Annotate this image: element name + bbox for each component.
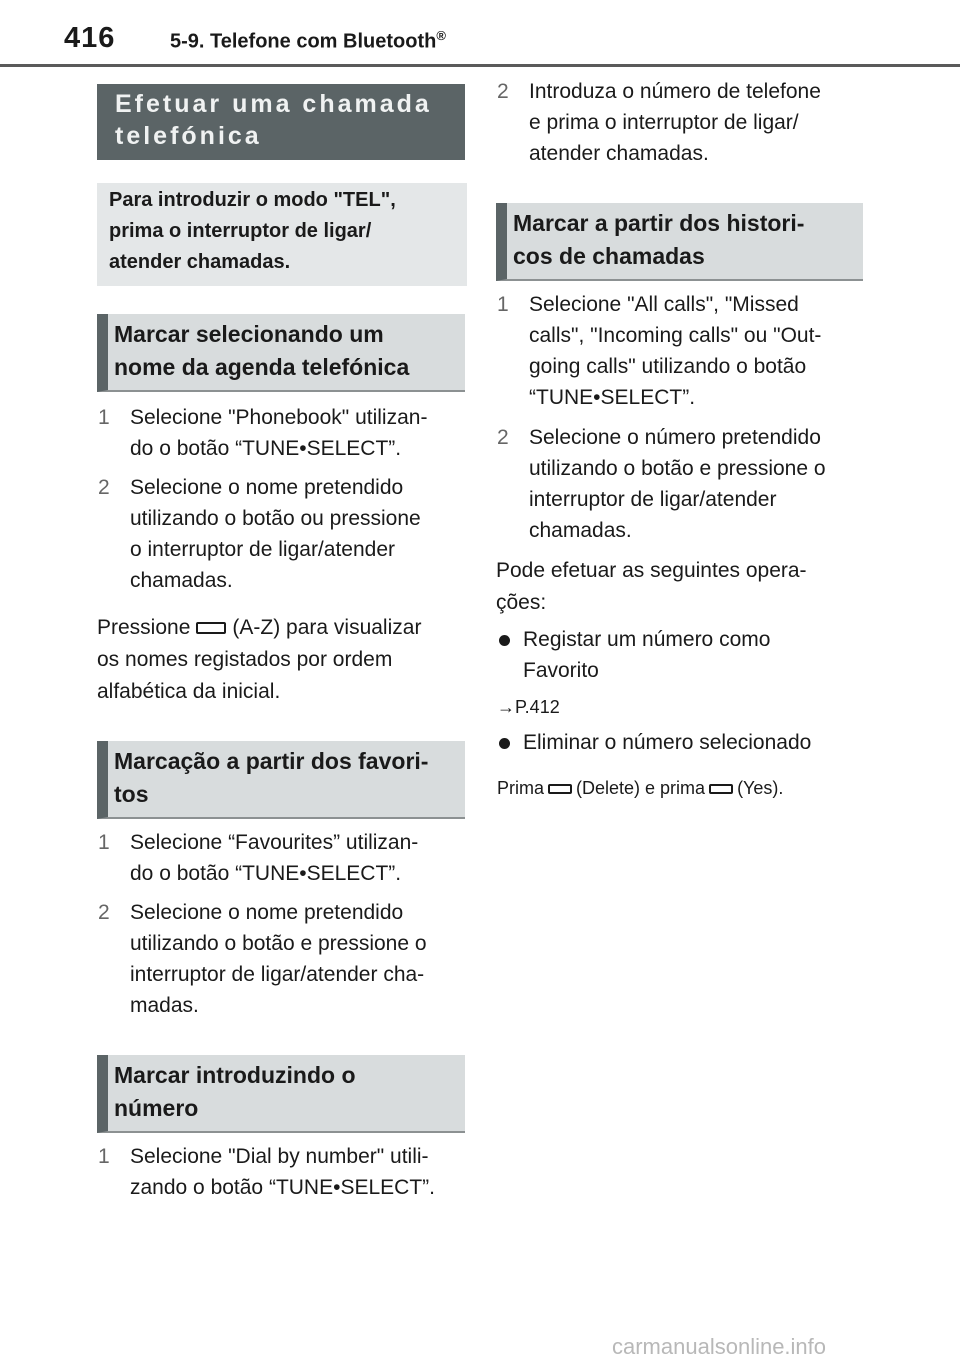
favourites-heading-line: Marcação a partir dos favori- [114,748,429,774]
intro-line: Para introduzir o modo "TEL", [109,189,396,211]
step-number: 2 [497,80,509,103]
favourites-heading-line: tos [114,781,149,807]
main-heading-line: Efetuar uma chamada [115,90,432,118]
step-line: do o botão “TUNE•SELECT”. [130,437,402,460]
step-line: Selecione "Phonebook" utilizan- [130,406,428,429]
dial-heading-line: Marcar introduzindo o [114,1062,356,1088]
phonebook-heading [97,314,465,392]
step-line: Introduza o número de telefone [529,80,821,103]
step-line: e prima o interruptor de ligar/ [529,111,799,134]
history-step-1 [497,289,863,413]
history-step-2 [497,422,863,546]
delete-note-text: (Yes). [737,778,784,798]
intro-line: prima o interruptor de ligar/ [109,220,372,242]
bullet-register-favourite [496,624,863,686]
note-first-line [97,612,465,644]
step-number: 1 [98,406,110,429]
step-line: Selecione "All calls", "Missed [529,293,799,316]
note-text: (A-Z) para visualizar [232,616,422,639]
header-rule [0,64,960,67]
favourites-step-2 [98,897,466,1021]
registered-mark: ® [436,28,446,43]
step-line: zando o botão “TUNE•SELECT”. [130,1176,435,1199]
step-line: Selecione o nome pretendido [130,901,404,924]
button-icon [196,622,226,634]
page-header [0,0,960,66]
step-line: “TUNE•SELECT”. [529,386,696,409]
step-line: interruptor de ligar/atender cha- [130,963,425,986]
phonebook-heading-line: Marcar selecionando um [114,321,384,347]
note-line: alfabética da inicial. [97,680,281,703]
step-line: utilizando o botão e pressione o [130,932,427,955]
step-line: going calls" utilizando o botão [529,355,807,378]
phonebook-step-2 [98,472,466,596]
step-line: Selecione o nome pretendido [130,476,404,499]
dial-step-2 [497,76,863,169]
step-line: Selecione “Favourites” utilizan- [130,831,419,854]
phonebook-heading-line: nome da agenda telefónica [114,354,410,380]
step-line: Selecione o número pretendido [529,426,821,449]
main-heading [97,84,465,160]
note-line: os nomes registados por ordem [97,648,393,671]
step-line: atender chamadas. [529,142,709,165]
step-number: 2 [98,901,110,924]
main-heading-line: telefónica [115,122,262,150]
bullet-dot-icon [499,635,510,646]
step-line: o interruptor de ligar/atender [130,538,395,561]
button-icon [709,784,733,794]
step-number: 1 [98,1145,110,1168]
step-number: 1 [98,831,110,854]
section-title [170,28,446,54]
bullet-line: Favorito [523,659,599,682]
history-heading-line: Marcar a partir dos histori- [513,210,805,236]
phonebook-step-1 [98,402,466,464]
step-line: interruptor de ligar/atender [529,488,777,511]
step-number: 2 [497,426,509,449]
step-line: Selecione "Dial by number" utili- [130,1145,429,1168]
button-icon [548,784,572,794]
page-reference: →P.412 [497,697,560,717]
history-heading [496,203,863,281]
step-number: 2 [98,476,110,499]
bullet-line: Eliminar o número selecionado [523,731,812,754]
step-line: utilizando o botão e pressione o [529,457,826,480]
bullet-line: Registar um número como [523,628,771,651]
delete-note-text: Prima [497,778,545,798]
page-number: 416 [64,22,116,54]
step-line: chamadas. [130,569,233,592]
intro-line: atender chamadas. [109,251,291,273]
step-number: 1 [497,293,509,316]
step-line: calls", "Incoming calls" ou "Out- [529,324,822,347]
dial-number-heading [97,1055,465,1133]
favourites-step-1 [98,827,466,889]
ops-line: Pode efetuar as seguintes opera- [496,559,807,582]
section-title-text: 5-9. Telefone com Bluetooth [170,30,437,53]
phonebook-note [97,612,465,708]
step-line: utilizando o botão ou pressione [130,507,421,530]
bullet-dot-icon [499,738,510,749]
operations-intro [496,555,863,619]
history-heading-line: cos de chamadas [513,243,705,269]
dial-step-1 [98,1141,466,1203]
ops-line: ções: [496,591,547,614]
step-line: madas. [130,994,199,1017]
delete-note [497,775,864,801]
step-line: chamadas. [529,519,632,542]
note-text: Pressione [97,616,191,639]
dial-heading-line: número [114,1095,199,1121]
favourites-heading [97,741,465,819]
delete-note-text: (Delete) e prima [576,778,706,798]
intro-box [97,183,467,286]
step-line: do o botão “TUNE•SELECT”. [130,862,402,885]
bullet-delete-number [496,727,863,758]
watermark: carmanualsonline.info [612,1334,827,1359]
